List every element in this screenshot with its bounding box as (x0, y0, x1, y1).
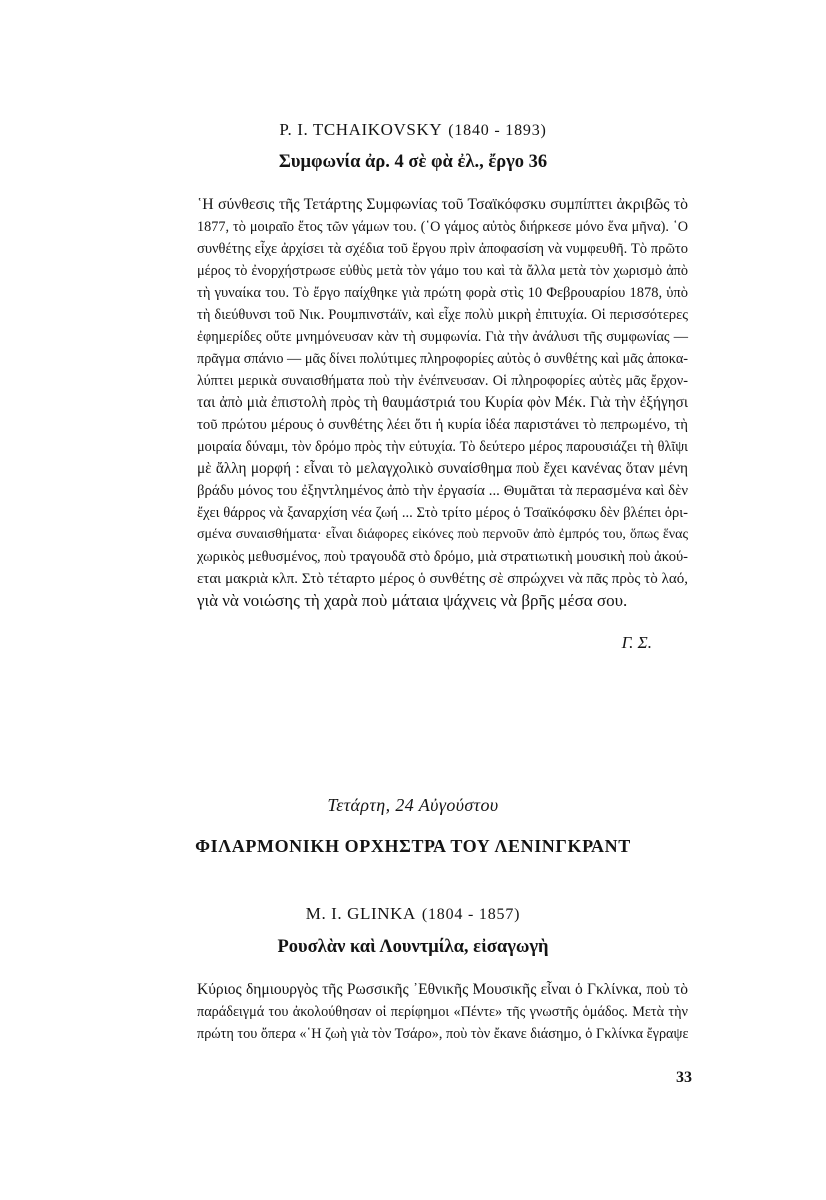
text-line: μοιραία δύναμι, τὸν δρόμο πρὸς τὴν εὐτυχία. Τὸ δεύτερο μέρος παρουσιάζει τὴ θλῖψι (197, 439, 688, 455)
work-title-ruslan-overture: Ρουσλὰν καὶ Λουντμίλα, εἰσαγωγὴ (277, 937, 549, 957)
text-line: ῾Η σύνθεσις τῆς Τετάρτης Συμφωνίας τοῦ Τσαϊκόφσκυ συμπίπτει ἀκριβῶς τὸ (197, 196, 688, 213)
text-line: χωρικὸς μεθυσμένος, ποὺ τραγουδᾶ στὸ δρόμο, μιὰ στρατιωτικὴ μουσικὴ ποὺ ἀκού- (197, 549, 688, 565)
text-line: βράδυ μόνος του ἐξηντλημένος ἀπὸ τὴν ἐργασία ... Θυμᾶται τὰ περασμένα καὶ δὲν (197, 483, 688, 499)
composer-heading-tchaikovsky (0, 120, 826, 140)
text-line: μὲ ἄλλη μορφή : εἶναι τὸ μελαγχολικὸ συναίσθημα ποὺ ἔχει κανένας ὅταν μένη (197, 460, 688, 477)
concert-date: Τετάρτη, 24 Αὐγούστου (327, 795, 499, 815)
text-line: τὴ γυναίκα του. Τὸ ἔργο παίχθηκε γιὰ πρώτη φορὰ στὶς 10 Φεβρουαρίου 1878, ὑπὸ (197, 285, 688, 301)
text-line: 1877, τὸ μοιραῖο ἔτος τῶν γάμων του. (῾Ο γάμος αὐτὸς διήρκεσε μόνο ἕνα μῆνα). ῾Ο (197, 219, 688, 235)
text-line: τοῦ πρώτου μέρους ὁ συνθέτης λέει ὅτι ἡ κυρία ἰδέα παριστάνει τὸ πεπρωμένο, τὴ (197, 417, 688, 433)
composer-name: P. I. TCHAIKOVSKY (279, 120, 443, 139)
program-note-paragraph-glinka (197, 979, 688, 1045)
text-line: πρώτη του ὄπερα «῾Η ζωὴ γιὰ τὸν Τσάρο», ποὺ τὸν ἔκανε διάσημο, ὁ Γκλίνκα ἔγραψε (197, 1026, 689, 1042)
author-initials: Γ. Σ. (621, 633, 652, 652)
work-title-symphony-4: Συμφωνία ἀρ. 4 σὲ φὰ ἐλ., ἔργο 36 (278, 152, 548, 172)
text-line: πρᾶγμα σπάνιο — μᾶς δίνει πολύτιμες πληροφορίες αὐτὸς ὁ συνθέτης καὶ μᾶς ἀποκα- (197, 351, 689, 367)
text-line: παράδειγμά του ἀκολούθησαν οἱ περίφημοι «Πέντε» τῆς γνωστῆς ὁμάδος. Μετὰ τὴν (197, 1004, 688, 1020)
orchestra-heading: ΦΙΛΑΡΜΟΝΙΚΗ ΟΡΧΗΣΤΡΑ ΤΟΥ ΛΕΝΙΝΓΚΡΑΝΤ (195, 836, 631, 856)
text-line: Κύριος δημιουργὸς τῆς Ρωσσικῆς ᾿Εθνικῆς Μουσικῆς εἶναι ὁ Γκλίνκα, ποὺ τὸ (197, 981, 688, 998)
composer-years: (1840 - 1893) (448, 122, 547, 139)
text-line: εται μακριὰ κλπ. Στὸ τέταρτο μέρος ὁ συνθέτης σὲ σπρώχνει νὰ πᾶς πρὸς τὸ λαό, (197, 571, 688, 587)
text-line: ἐφημερίδες οὔτε μνημόνευσαν κὰν τὴ συμφωνία. Γιὰ τὴν ἀνάλυσι τῆς συμφωνίας — (197, 329, 688, 345)
text-line: σμένα συναισθήματα· εἶναι διάφορες εἰκόνες ποὺ περνοῦν ἀπὸ ἐμπρός του, ὅπως ἕνας (197, 527, 688, 542)
program-note-paragraph-tchaikovsky (197, 194, 688, 612)
composer-name: M. I. GLINKA (305, 904, 416, 923)
composer-heading-glinka (0, 904, 826, 924)
page-number: 33 (676, 1069, 692, 1086)
text-line: μέρος τὸ ἐνορχήστρωσε εὐθὺς μετὰ τὸν γάμο του καὶ τὰ ἄλλα μετὰ τὸν χωρισμὸ ἀπὸ (197, 263, 688, 279)
composer-years: (1804 - 1857) (421, 906, 521, 923)
text-line: ἔχει θάρρος νὰ ξαναρχίση νέα ζωή ... Στὸ τρίτο μέρος ὁ Τσαϊκόφσκυ δὲν βλέπει ὁρι- (197, 505, 688, 521)
text-line: γιὰ νὰ νοιώσης τὴ χαρὰ ποὺ μάταια ψάχνεις νὰ βρῆς μέσα σου. (197, 591, 628, 610)
text-line: τὴ διεύθυνσι τοῦ Νικ. Ρουμπινστάϊν, καὶ εἶχε πολὺ μικρὴ ἐπιτυχία. Οἱ περισσότερες (197, 307, 688, 323)
text-line: συνθέτης εἶχε ἀρχίσει τὰ σχέδια τοῦ ἔργου πρὶν ἀποφασίση νὰ νυμφευθῆ. Τὸ πρῶτο (197, 241, 688, 257)
text-line: ται ἀπὸ μιὰ ἐπιστολὴ πρὸς τὴ θαυμάστριά του Κυρία φὸν Μέκ. Γιὰ τὴν ἐξήγησι (197, 394, 688, 411)
text-line: λύπτει μερικὰ συναισθήματα ποὺ τὴν ἐνέπνευσαν. Οἱ πληροφορίες αὐτὲς μᾶς ἔρχον- (197, 373, 688, 389)
